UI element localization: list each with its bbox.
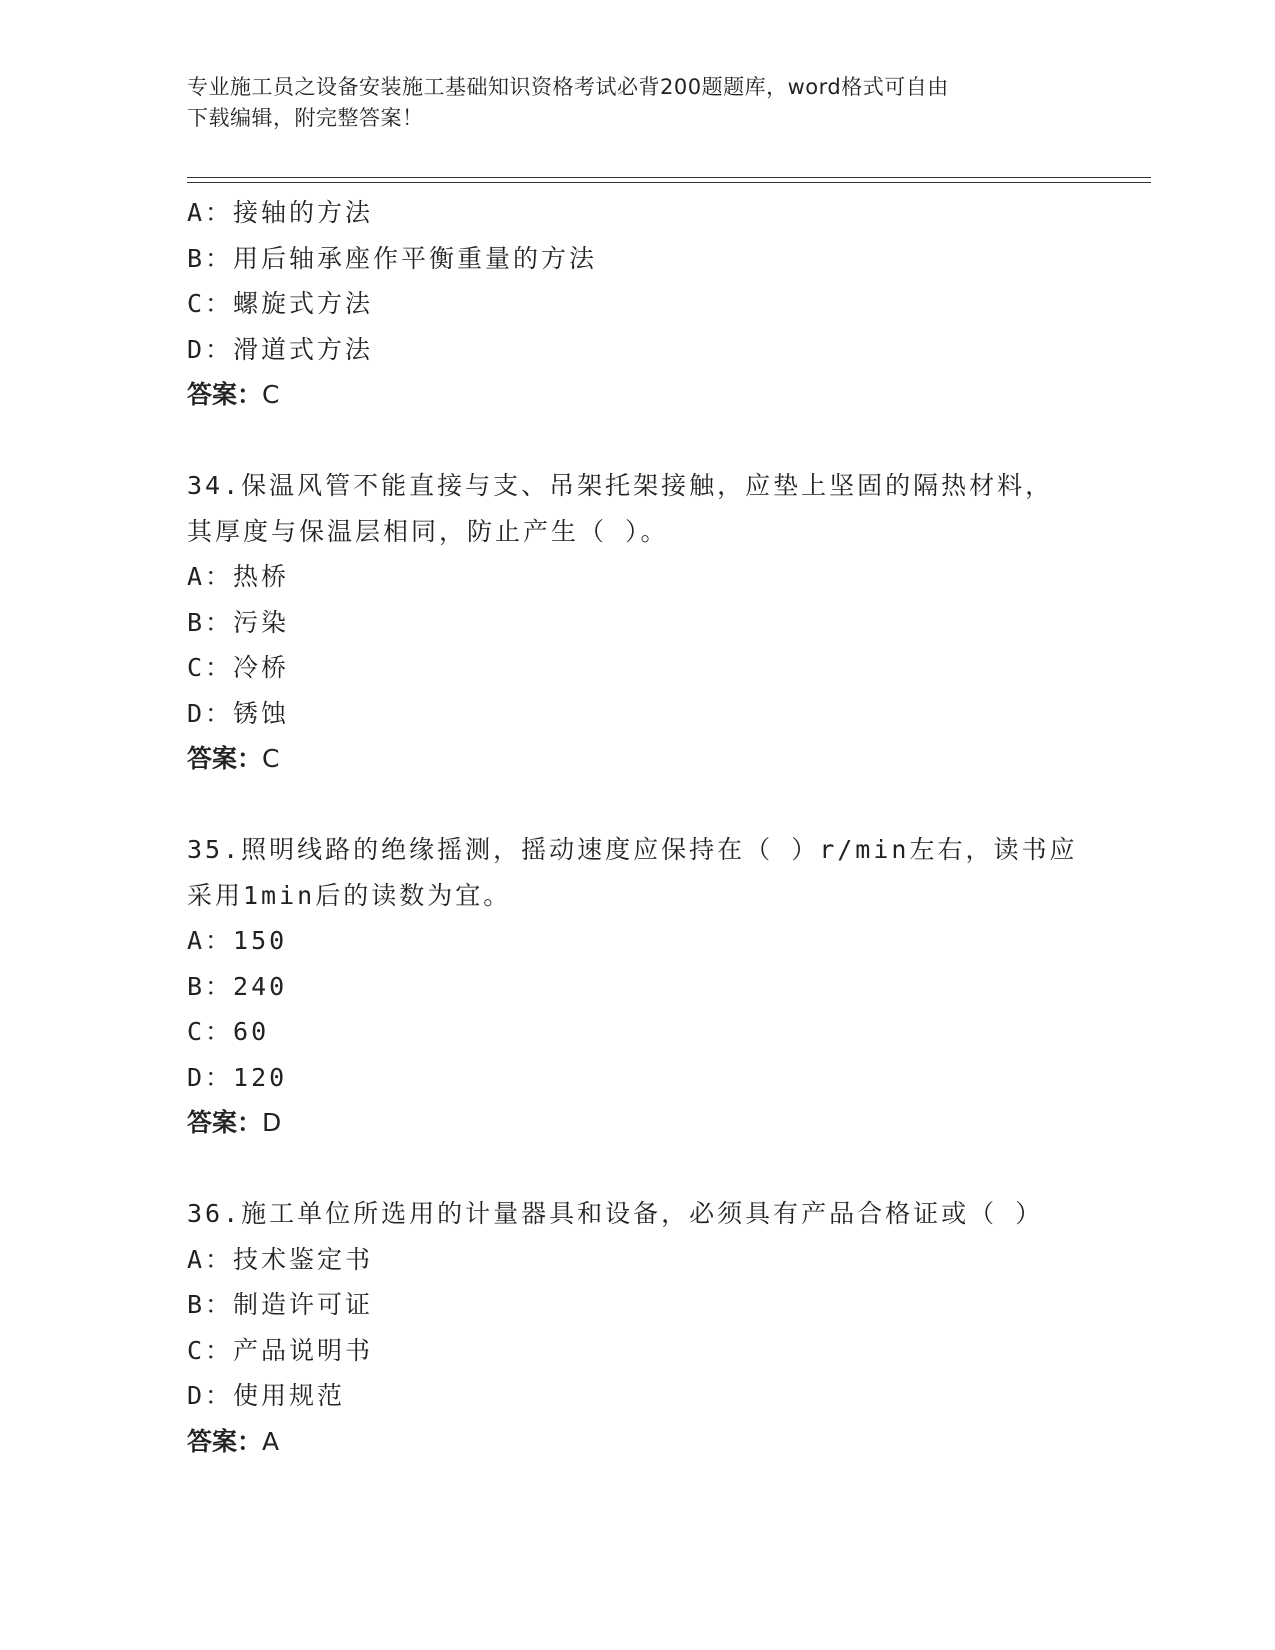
option-a: A：150 bbox=[187, 926, 288, 955]
header-line-1: 专业施工员之设备安装施工基础知识资格考试必背200题题库，word格式可自由 bbox=[187, 75, 949, 99]
question-33 bbox=[187, 190, 1107, 418]
option-b: B：污染 bbox=[187, 607, 290, 637]
answer-value: C bbox=[262, 744, 280, 773]
answer-value: A bbox=[262, 1426, 280, 1456]
header-rule-bottom bbox=[187, 182, 1151, 183]
header-rule-top bbox=[187, 177, 1151, 178]
question-34 bbox=[187, 463, 1107, 782]
answer bbox=[187, 736, 1107, 782]
option-a: A：技术鉴定书 bbox=[187, 1244, 374, 1274]
option-c: C：产品说明书 bbox=[187, 1335, 374, 1365]
document-header bbox=[187, 72, 1067, 134]
answer bbox=[187, 1419, 1107, 1465]
answer-label: 答案： bbox=[187, 744, 263, 773]
question-stem-line-1: 34.保温风管不能直接与支、吊架托架接触，应垫上坚固的隔热材料， bbox=[187, 471, 1054, 500]
question-36 bbox=[187, 1191, 1107, 1464]
option-d: D：使用规范 bbox=[187, 1381, 346, 1410]
option-c: C：60 bbox=[187, 1017, 270, 1046]
option-d: D：锈蚀 bbox=[187, 698, 290, 728]
answer-value: D bbox=[262, 1108, 282, 1137]
option-c: C：螺旋式方法 bbox=[187, 289, 374, 318]
answer-label: 答案： bbox=[187, 380, 263, 409]
option-a: A：接轴的方法 bbox=[187, 198, 374, 227]
option-d: D：120 bbox=[187, 1062, 288, 1092]
answer-label: 答案： bbox=[187, 1426, 263, 1456]
question-list bbox=[187, 190, 1107, 1464]
answer bbox=[187, 1100, 1107, 1146]
answer bbox=[187, 372, 1107, 418]
question-stem-line-1: 36.施工单位所选用的计量器具和设备，必须具有产品合格证或（ ） bbox=[187, 1199, 1044, 1228]
question-stem-line-2: 其厚度与保温层相同，防止产生（ ）。 bbox=[187, 516, 669, 546]
answer-label: 答案： bbox=[187, 1108, 263, 1137]
answer-value: C bbox=[262, 380, 280, 409]
question-stem-line-1: 35.照明线路的绝缘摇测，摇动速度应保持在（ ）r/min左右，读书应 bbox=[187, 835, 1078, 864]
option-b: B：制造许可证 bbox=[187, 1290, 374, 1319]
option-b: B：240 bbox=[187, 971, 288, 1001]
question-35 bbox=[187, 827, 1107, 1146]
option-b: B：用后轴承座作平衡重量的方法 bbox=[187, 243, 598, 273]
option-d: D：滑道式方法 bbox=[187, 334, 374, 364]
question-stem-line-2: 采用1min后的读数为宜。 bbox=[187, 880, 512, 910]
option-a: A：热桥 bbox=[187, 562, 290, 591]
option-c: C：冷桥 bbox=[187, 653, 290, 682]
header-line-2: 下载编辑，附完整答案！ bbox=[187, 106, 424, 130]
